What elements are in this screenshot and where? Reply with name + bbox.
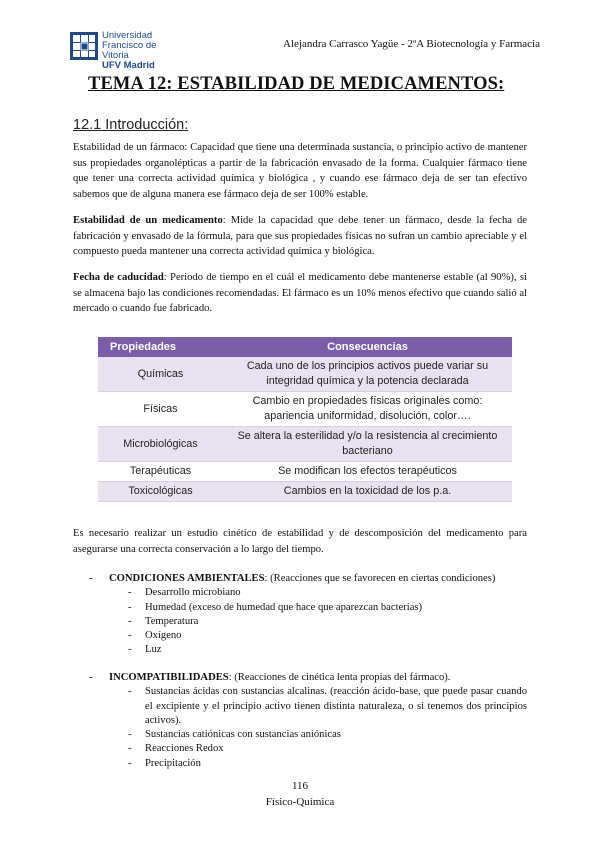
list-item-text: Humedad (exceso de humedad que hace que aparezcan bacterias) — [145, 601, 423, 613]
list-item — [73, 728, 527, 742]
table-row — [98, 462, 512, 482]
list-heading — [73, 671, 527, 685]
bullet-dash: - — [128, 587, 132, 599]
environmental-conditions-list — [73, 572, 527, 658]
list-heading-description: : (Reacciones de cinética lenta propias del fármaco). — [228, 672, 451, 683]
table-cell-property: Físicas — [98, 392, 223, 427]
paragraph-kinetic-study: Es necesario realizar un estudio cinético de estabilidad y de descomposición del medicamento para asegurarse una correcta conservación a lo largo del tiempo. — [73, 528, 527, 555]
bullet-dash: - — [89, 573, 93, 584]
bullet-dash: - — [128, 686, 132, 698]
term-expiry-date: Fecha de caducidad — [73, 272, 164, 283]
bullet-dash: - — [128, 743, 132, 755]
list-item-text: Reacciones Redox — [145, 743, 224, 755]
list-heading-term: INCOMPATIBILIDADES — [109, 672, 229, 683]
section-title: 12.1 Introducción: — [73, 117, 189, 133]
list-item-text: Desarrollo microbiano — [145, 587, 241, 599]
bullet-dash: - — [128, 757, 132, 769]
list-item — [73, 601, 527, 615]
list-item — [73, 615, 527, 629]
bullet-dash: - — [128, 601, 132, 613]
list-item — [73, 742, 527, 756]
header-properties: Propiedades — [98, 337, 223, 357]
list-item — [73, 685, 527, 728]
header-consequences: Consecuencias — [223, 337, 512, 357]
list-item — [73, 757, 527, 771]
table-row — [98, 392, 512, 427]
term-medication-stability: Estabilidad de un medicamento — [73, 215, 223, 226]
table-cell-consequence: Se modifican los efectos terapéuticos — [223, 462, 512, 482]
table-cell-property: Terapéuticas — [98, 462, 223, 482]
list-heading-description: : (Reacciones que se favorecen en ciertas condiciones) — [264, 573, 496, 584]
table-cell-consequence: Cambios en la toxicidad de los p.a. — [223, 482, 512, 502]
list-item-text: Sustancias ácidas con sustancias alcalinas. (reacción ácido-base, que puede pasar cuando el excipiente y el principio activo tienen distinta naturaleza, o si tenemos dos principios activos). — [145, 686, 527, 726]
list-item — [73, 629, 527, 643]
list-item-text: Luz — [145, 644, 162, 656]
properties-table — [98, 337, 512, 502]
paragraph-expiry-date — [73, 270, 527, 317]
table-cell-consequence: Se altera la esterilidad y/o la resistencia al crecimiento bacteriano — [223, 427, 512, 462]
list-item-text: Sustancias catiónicas con sustancias aniónicas — [145, 729, 341, 741]
table-cell-property: Toxicológicas — [98, 482, 223, 502]
table-row — [98, 357, 512, 392]
ufv-logo-icon — [70, 32, 98, 60]
incompatibilities-list — [73, 671, 527, 771]
list-item — [73, 586, 527, 600]
table-cell-consequence: Cada uno de los principios activos puede variar su integridad química y la potencia declarada — [223, 357, 512, 392]
table-row — [98, 427, 512, 462]
university-logo — [70, 30, 180, 71]
logo-line-1: Universidad — [102, 30, 153, 41]
list-heading-term: CONDICIONES AMBIENTALES — [109, 573, 265, 584]
list-item-text: Temperatura — [145, 615, 199, 627]
page-header — [70, 30, 540, 70]
list-heading — [73, 572, 527, 586]
definition-expiry-date: : Periodo de tiempo en el cuál el medicamento debe mantenerse estable (al 90%), si se almacena bajo las condiciones recomendadas. El fármaco es un 10% menos efectivo que cuando salió al mercado o cuando fue fabricado. — [73, 272, 527, 314]
bullet-dash: - — [128, 729, 132, 741]
paragraph-medication-stability — [73, 213, 527, 260]
page-title: TEMA 12: ESTABILIDAD DE MEDICAMENTOS: — [88, 74, 505, 94]
bullet-dash: - — [89, 672, 93, 683]
logo-line-3: UFV Madrid — [102, 60, 155, 71]
table-cell-property: Químicas — [98, 357, 223, 392]
bullet-dash: - — [128, 644, 132, 656]
list-item-text: Oxígeno — [145, 630, 182, 642]
table-cell-property: Microbiológicas — [98, 427, 223, 462]
table-header-row — [98, 337, 512, 357]
footer-subject: Físico-Química — [265, 796, 335, 808]
logo-text — [102, 31, 180, 71]
author-info: Alejandra Carrasco Yagüe - 2ºA Biotecnología y Farmacia — [283, 38, 540, 50]
list-item — [73, 643, 527, 657]
table-row — [98, 482, 512, 502]
page-number: 116 — [291, 780, 309, 792]
paragraph-stability-definition: Estabilidad de un fármaco: Capacidad que tiene una determinada sustancia, o principio activo de mantener sus propiedades organolépticas a partir de la fabricación envasado de la forma. Cualquier fármaco tiene que tener una correcta actividad química y biológica , y cuando ese fármaco deja de ser tan efectivo sabemos que de alguna manera ese fármaco deja de ser 100% estable. — [73, 142, 527, 200]
table-cell-consequence: Cambio en propiedades físicas originales como: apariencia uniformidad, disolución, color…. — [223, 392, 512, 427]
logo-line-2: Francisco de Vitoria — [102, 40, 157, 61]
list-item-text: Precipitación — [145, 757, 201, 769]
definition-medication-stability: : Mide la capacidad que debe tener un fármaco, desde la fecha de fabricación y envasado de la fórmula, para que sus propiedades físicas no sufran un cambio apreciable y el compuesto pueda mantener una correcta actividad química y biológica. — [73, 215, 527, 257]
bullet-dash: - — [128, 630, 132, 642]
bullet-dash: - — [128, 615, 132, 627]
